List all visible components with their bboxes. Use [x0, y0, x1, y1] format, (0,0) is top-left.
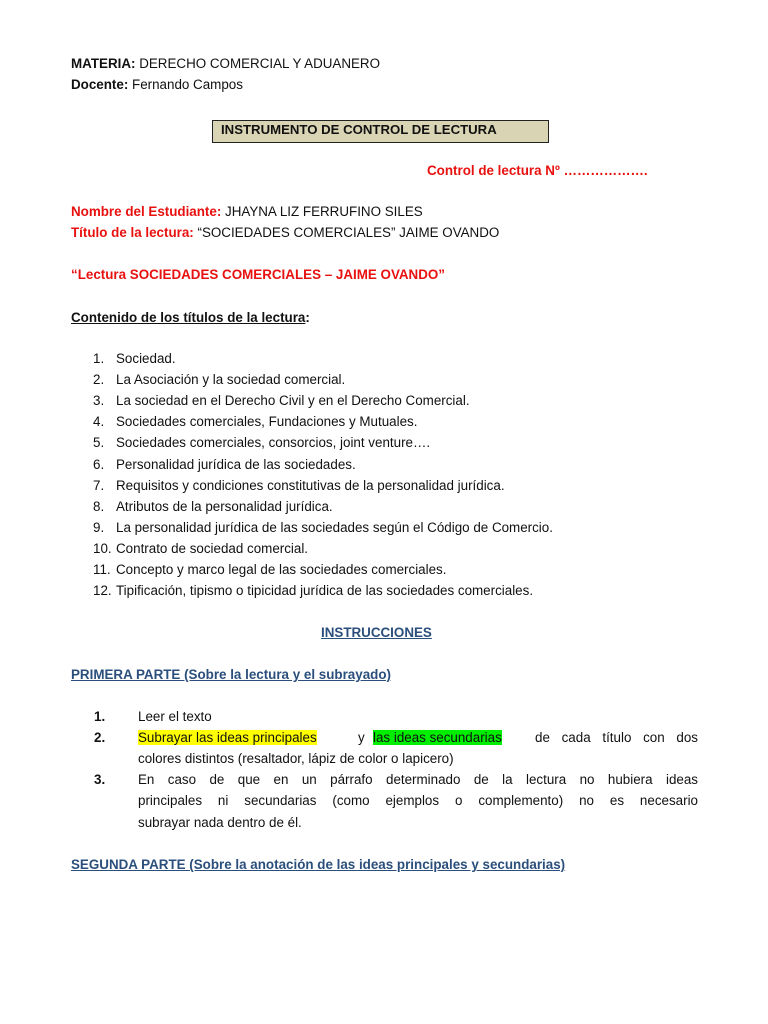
contents-item-text: Concepto y marco legal de las sociedades comerciales.	[116, 562, 447, 577]
contents-item-number: 9.	[93, 520, 105, 535]
materia-value: DERECHO COMERCIAL Y ADUANERO	[135, 56, 381, 71]
materia-label: MATERIA:	[71, 56, 136, 71]
reading-title-label: Título de la lectura:	[71, 225, 194, 240]
step1-number: 1.	[94, 709, 106, 724]
reading-title: “Lectura SOCIEDADES COMERCIALES – JAIME OVANDO”	[71, 267, 446, 282]
step2-number: 2.	[94, 730, 106, 745]
contents-item-number: 7.	[93, 478, 105, 493]
control-lectura: Control de lectura Nº ……………….	[427, 163, 648, 178]
contents-item-text: Atributos de la personalidad jurídica.	[116, 499, 333, 514]
contents-item-text: Sociedades comerciales, consorcios, joint venture….	[116, 435, 431, 450]
contents-item-number: 3.	[93, 393, 105, 408]
step3-line2: principales ni secundarias (como ejemplos o complemento) no es necesario	[138, 793, 698, 808]
contents-item-number: 8.	[93, 499, 105, 514]
student-name-value: JHAYNA LIZ FERRUFINO SILES	[221, 204, 423, 219]
contents-item-number: 11.	[93, 562, 111, 577]
step2-line1-a	[138, 730, 317, 746]
materia-line	[71, 56, 380, 72]
contents-item-text: La personalidad jurídica de las sociedades según el Código de Comercio.	[116, 520, 553, 535]
contents-item-number: 2.	[93, 372, 105, 387]
docente-value: Fernando Campos	[128, 77, 243, 92]
instrument-title-box	[212, 120, 549, 143]
contents-item-number: 6.	[93, 457, 105, 472]
highlight-main-ideas: Subrayar las ideas principales	[138, 730, 317, 745]
step2-y: y	[358, 730, 365, 745]
step2-line2: colores distintos (resaltador, lápiz de color o lapicero)	[138, 751, 454, 766]
step1-text: Leer el texto	[138, 709, 212, 724]
student-name-line	[71, 204, 423, 220]
contents-item-number: 12.	[93, 583, 112, 598]
contents-item-text: Tipificación, tipismo o tipicidad jurídica de las sociedades comerciales.	[116, 583, 534, 598]
part1-heading: PRIMERA PARTE (Sobre la lectura y el subrayado)	[71, 667, 391, 682]
contents-heading	[71, 310, 310, 326]
contents-item-text: Sociedad.	[116, 351, 176, 366]
contents-item-text: Requisitos y condiciones constitutivas de la personalidad jurídica.	[116, 478, 505, 493]
docente-line	[71, 77, 243, 93]
reading-title-line	[71, 225, 499, 241]
contents-item-number: 1.	[93, 351, 105, 366]
step3-line1: En caso de que en un párrafo determinado de la lectura no hubiera ideas	[138, 772, 698, 787]
part2-heading: SEGUNDA PARTE (Sobre la anotación de las ideas principales y secundarias)	[71, 857, 566, 872]
instrument-title: INSTRUMENTO DE CONTROL DE LECTURA	[221, 122, 497, 137]
step3-line3: subrayar nada dentro de él.	[138, 815, 302, 830]
contents-item-text: Contrato de sociedad comercial.	[116, 541, 309, 556]
contents-heading-colon: :	[305, 310, 310, 325]
step2-rest: de cada título con dos	[535, 730, 698, 745]
instructions-heading: INSTRUCCIONES	[321, 625, 432, 640]
contents-item-number: 10.	[93, 541, 112, 556]
contents-item-number: 5.	[93, 435, 105, 450]
contents-item-number: 4.	[93, 414, 105, 429]
highlight-secondary-ideas: las ideas secundarias	[373, 730, 502, 745]
step2-line1-b	[373, 730, 502, 746]
contents-item-text: Sociedades comerciales, Fundaciones y Mutuales.	[116, 414, 418, 429]
contents-item-text: La sociedad en el Derecho Civil y en el Derecho Comercial.	[116, 393, 470, 408]
student-name-label: Nombre del Estudiante:	[71, 204, 222, 219]
contents-item-text: La Asociación y la sociedad comercial.	[116, 372, 346, 387]
reading-title-value: “SOCIEDADES COMERCIALES” JAIME OVANDO	[193, 225, 500, 240]
step3-number: 3.	[94, 772, 106, 787]
docente-label: Docente:	[71, 77, 129, 92]
contents-item-text: Personalidad jurídica de las sociedades.	[116, 457, 356, 472]
contents-heading-text: Contenido de los títulos de la lectura	[71, 310, 306, 325]
